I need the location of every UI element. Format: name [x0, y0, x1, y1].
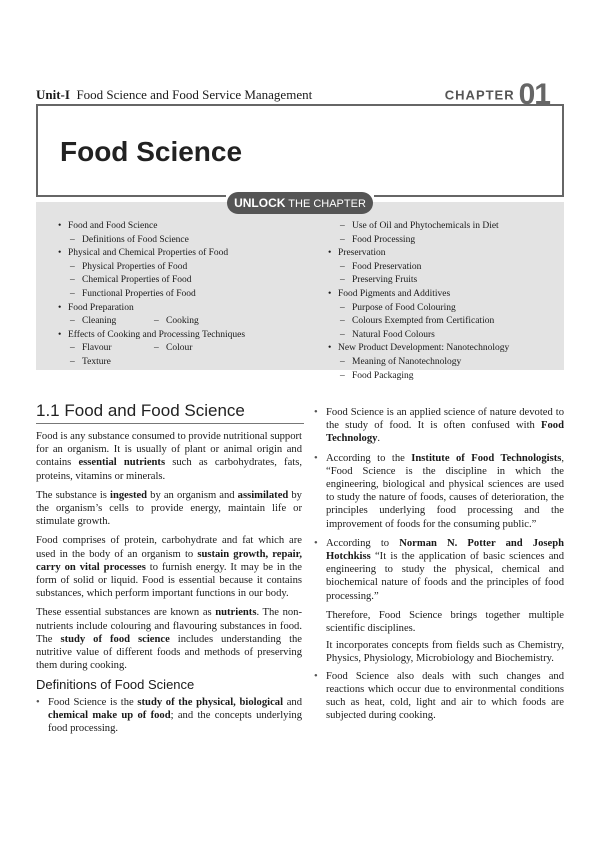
text-run: and [283, 696, 303, 708]
text-run: According to [326, 537, 400, 549]
text-run: It incorporates concepts from fields such as Chemistry, Physics, Physiology, Microbiology and Biochemistry. [326, 640, 564, 665]
chapter-word: CHAPTER [444, 87, 515, 103]
contents-subitem: – Food Preservation [328, 261, 509, 275]
contents-subitem: – Meaning of Nanotechnology [328, 356, 509, 370]
contents-item: • Food Pigments and Additives [328, 288, 509, 302]
text-run: to furnish energy. It may be in the form of solid or liquid. Food is essential because it contains substances, which perform important functions in our body. [36, 561, 302, 600]
bullet-point [314, 537, 564, 603]
bold-term: ingested [110, 489, 148, 501]
contents-subitem: – Food Processing [328, 234, 509, 248]
contents-subitem: – Colour [142, 342, 226, 356]
chapter-number: 01 [518, 78, 550, 111]
contents-subitem: – Cleaning [58, 315, 142, 329]
bullet-point [36, 696, 302, 736]
text-run: The substance is [36, 489, 110, 501]
paragraph [36, 606, 302, 672]
text-run: Definitions of Food Science [36, 677, 195, 693]
text-run: . The non-nutrients include colouring and flavouring substances in food. The [36, 607, 302, 645]
unit-label: Unit-I [36, 87, 70, 102]
text-run: Food is any substance consumed to provide nutritional support for an organism. It is usually of plant or animal origin and contains [36, 431, 302, 469]
bullet-point [314, 406, 564, 446]
bold-term: nutrients [215, 607, 257, 619]
left-text-column [36, 430, 302, 741]
contents-subitem: – Colours Exempted from Certification [328, 315, 509, 329]
contents-item: • New Product Development: Nanotechnology [328, 342, 509, 356]
text-run: These essential substances are known as [36, 607, 216, 619]
section-rule [36, 423, 304, 424]
contents-subitem: – Definitions of Food Science [58, 234, 245, 248]
unlock-rest: THE CHAPTER [288, 198, 366, 210]
text-run: Food Science is the [48, 696, 138, 708]
text-run: by an organism and [147, 489, 238, 501]
contents-subitem: – Preserving Fruits [328, 274, 509, 288]
subsection-heading [36, 678, 302, 691]
indented-paragraph [314, 609, 564, 635]
bold-term: Institute of Food Technologists [411, 452, 562, 464]
contents-item-pair [58, 342, 245, 356]
bullet-point [314, 670, 564, 723]
bold-term: essential nutrients [78, 457, 166, 469]
bold-term: chemical make up of food [48, 709, 171, 721]
contents-item: • Preservation [328, 247, 509, 261]
section-heading: 1.1 Food and Food Science [36, 401, 245, 420]
contents-subitem: – Texture [58, 356, 245, 370]
text-run: “It is the application of basic sciences and engineering to study the physical, chemical and biochemical nature of foods and the principles of food processing.” [326, 551, 564, 602]
bold-term: study of food science [60, 633, 170, 645]
paragraph [36, 534, 302, 600]
unit-title: Food Science and Food Service Management [76, 87, 313, 102]
bullet-point [314, 452, 564, 531]
contents-subitem: – Flavour [58, 342, 142, 356]
text-run: Food Science is an applied science of nature devoted to the study of food. It is often confused with [326, 407, 564, 432]
paragraph [36, 489, 302, 529]
contents-left-column [58, 220, 245, 370]
bold-term: sustain growth, repair, carry on vital processes [36, 548, 302, 573]
contents-subitem: – Food Packaging [328, 370, 509, 384]
bold-term: Norman N. Potter and Joseph Hotchkiss [326, 537, 564, 563]
contents-subitem: – Natural Food Colours [328, 329, 509, 343]
page-title: Food Science [60, 136, 243, 167]
paragraph [36, 430, 302, 483]
indented-paragraph [314, 639, 564, 665]
text-run: , “Food Science is the discipline in which the engineering, biological and physical sciences are used to study the nature of foods, causes of deterioration, the principles underlying food processing and the improvement of foods for the consuming public.” [326, 452, 564, 530]
unlock-strong: UNLOCK [234, 196, 286, 210]
contents-subitem: – Use of Oil and Phytochemicals in Diet [328, 220, 509, 234]
text-run: . [377, 433, 381, 445]
contents-item-pair [58, 315, 245, 329]
text-run: According to the [326, 452, 412, 464]
text-run: Food Science also deals with such changes and reactions which occur due to environmental conditions such as heat, cold, light and air to which foods are subjected during cooking. [326, 670, 564, 722]
contents-item: • Food Preparation [58, 302, 245, 316]
chapter-contents-box [36, 202, 564, 381]
contents-subitem: – Purpose of Food Colouring [328, 302, 509, 316]
contents-item: • Physical and Chemical Properties of Food [58, 247, 245, 261]
text-run: Therefore, Food Science brings together multiple scientific disciplines. [326, 609, 564, 635]
text-run: Food comprises of protein, carbohydrate and fat which are used in the body of an organism to [36, 535, 302, 560]
right-text-column [314, 406, 564, 728]
contents-subitem: – Physical Properties of Food [58, 261, 245, 275]
unlock-chapter-badge [227, 192, 373, 214]
contents-item: • Food and Food Science [58, 220, 245, 234]
text-run: such as carbohydrates, fats, proteins, vitamins or minerals. [36, 457, 302, 482]
text-run: by the organism’s cells to provide energy, maintain life or stimulate growth. [36, 489, 302, 528]
bold-term: assimilated [237, 489, 289, 501]
contents-item: • Effects of Cooking and Processing Techniques [58, 329, 245, 343]
contents-right-column [328, 220, 509, 383]
contents-subitem: – Cooking [142, 315, 226, 329]
text-run: includes understanding the nutritive value of different foods and methods of preserving them during cooking. [36, 633, 303, 672]
contents-subitem: – Functional Properties of Food [58, 288, 245, 302]
bold-term: Food Technology [326, 420, 564, 445]
contents-subitem: – Chemical Properties of Food [58, 274, 245, 288]
text-run: ; and the concepts underlying food processing. [48, 709, 302, 735]
unit-header [36, 87, 312, 103]
bold-term: study of the physical, biological [137, 696, 284, 708]
